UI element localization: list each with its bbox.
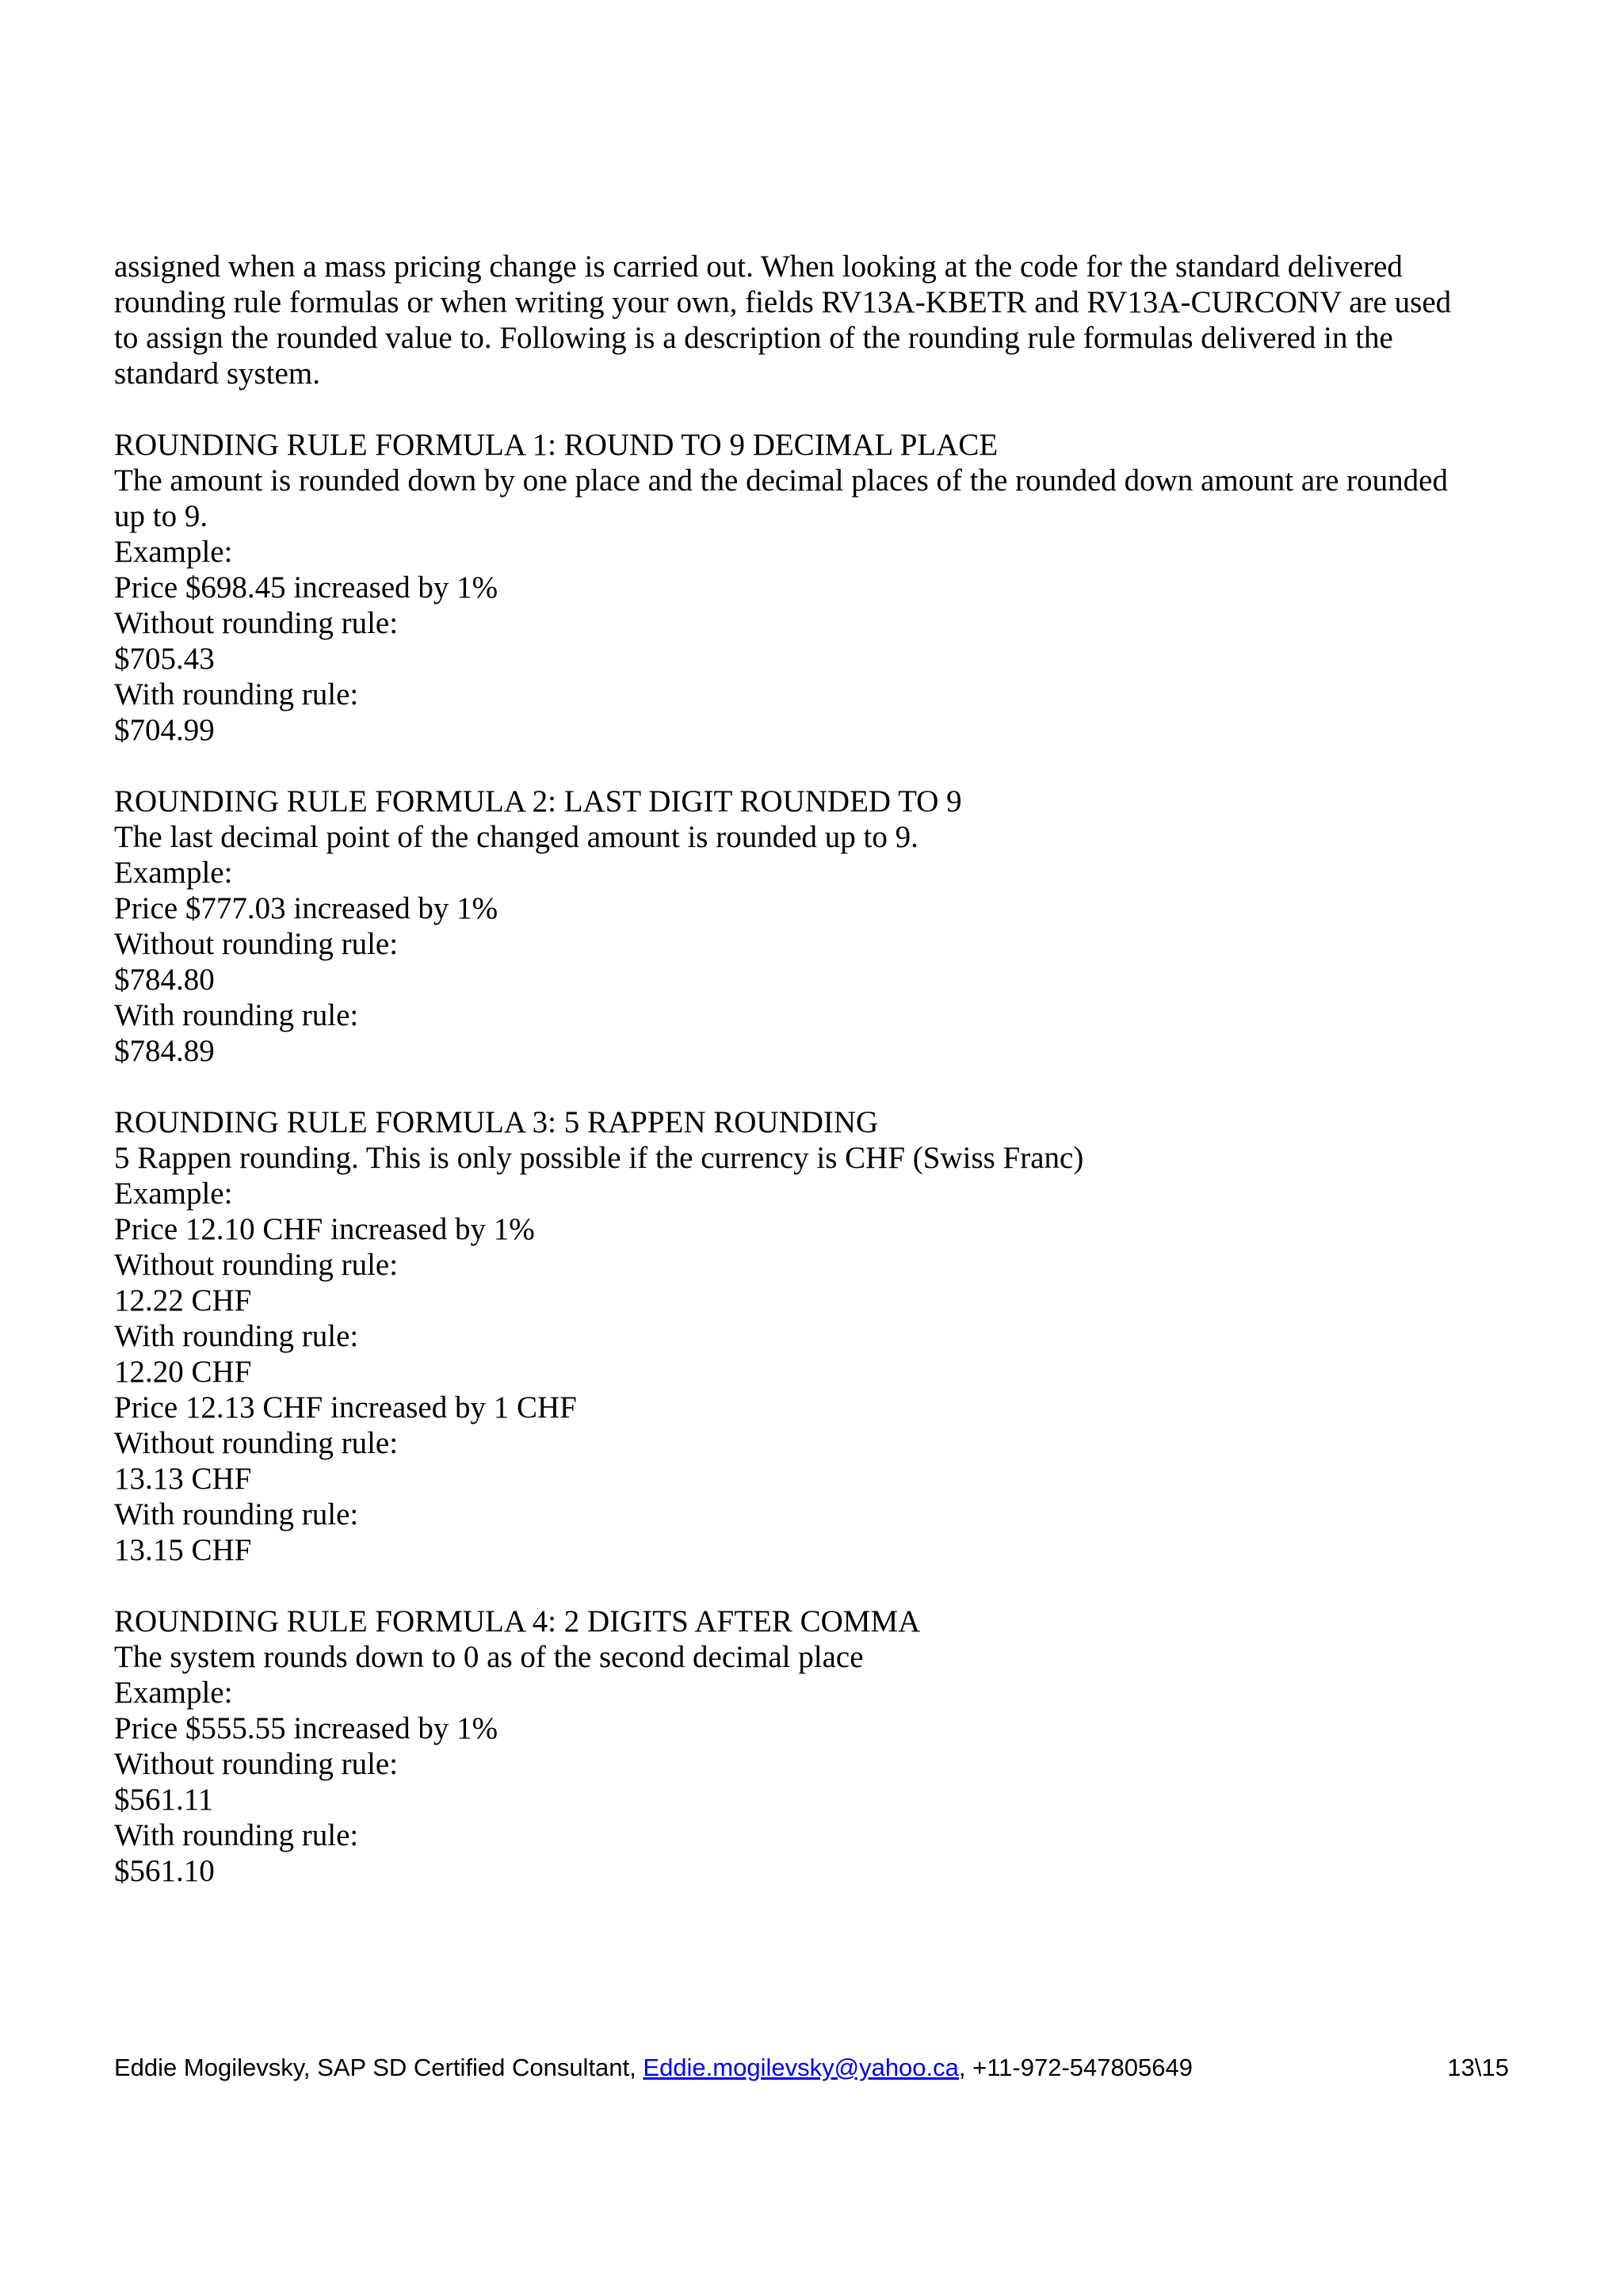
formula-3-section [114, 1104, 1525, 1568]
formula-3-line: Price 12.10 CHF increased by 1% [114, 1212, 535, 1246]
author-email-link[interactable]: Eddie.mogilevsky@yahoo.ca [643, 2054, 959, 2081]
formula-4-line: With rounding rule: [114, 1818, 359, 1852]
formula-1-heading: ROUNDING RULE FORMULA 1: ROUND TO 9 DECIMAL PLACE [114, 428, 999, 462]
formula-4-line: The system rounds down to 0 as of the second decimal place [114, 1640, 864, 1674]
formula-3-line: With rounding rule: [114, 1497, 359, 1531]
formula-2-line: Without rounding rule: [114, 927, 399, 961]
formula-1-line: Without rounding rule: [114, 606, 399, 640]
formula-2-line: Example: [114, 856, 233, 890]
page-footer [114, 2052, 1509, 2084]
formula-2-line: $784.80 [114, 963, 215, 997]
formula-3-line: With rounding rule: [114, 1319, 359, 1353]
formula-1-line: Price $698.45 increased by 1% [114, 570, 498, 605]
formula-3-line: Without rounding rule: [114, 1426, 399, 1460]
formula-3-line: 5 Rappen rounding. This is only possible if the currency is CHF (Swiss Franc) [114, 1141, 1084, 1175]
formula-1-line: The amount is rounded down by one place and the decimal places of the rounded down amount are rounded [114, 463, 1448, 498]
formula-3-line: Without rounding rule: [114, 1248, 399, 1282]
formula-1-line: Example: [114, 535, 233, 569]
formula-4-line: Example: [114, 1676, 233, 1710]
footer-author: Eddie Mogilevsky, SAP SD Certified Consultant, [114, 2054, 643, 2081]
formula-4-line: Price $555.55 increased by 1% [114, 1711, 498, 1745]
formula-2-section [114, 784, 1525, 1069]
intro-line: rounding rule formulas or when writing your own, fields RV13A-KBETR and RV13A-CURCONV are used [114, 285, 1452, 319]
formula-4-line: $561.10 [114, 1854, 215, 1888]
intro-line: to assign the rounded value to. Following is a description of the rounding rule formulas delivered in the [114, 321, 1393, 355]
formula-2-line: With rounding rule: [114, 998, 359, 1032]
formula-4-line: $561.11 [114, 1783, 214, 1817]
formula-1-line: up to 9. [114, 499, 208, 533]
formula-1-line: $704.99 [114, 713, 215, 747]
formula-1-line: With rounding rule: [114, 677, 359, 711]
formula-4-heading: ROUNDING RULE FORMULA 4: 2 DIGITS AFTER COMMA [114, 1604, 921, 1638]
formula-4-line: Without rounding rule: [114, 1747, 399, 1781]
formula-1-line: $705.43 [114, 642, 215, 676]
page-number: 13\15 [1447, 2054, 1509, 2081]
formula-3-line: Example: [114, 1177, 233, 1211]
formula-2-line: The last decimal point of the changed amount is rounded up to 9. [114, 820, 918, 854]
formula-2-line: Price $777.03 increased by 1% [114, 891, 498, 925]
formula-3-line: 13.15 CHF [114, 1533, 252, 1567]
formula-3-heading: ROUNDING RULE FORMULA 3: 5 RAPPEN ROUNDING [114, 1105, 879, 1139]
formula-2-heading: ROUNDING RULE FORMULA 2: LAST DIGIT ROUNDED TO 9 [114, 784, 962, 818]
formula-2-line: $784.89 [114, 1034, 215, 1068]
formula-1-section [114, 427, 1525, 748]
document-body [114, 249, 1525, 1889]
footer-phone: , +11-972-547805649 [958, 2054, 1193, 2081]
intro-paragraph [114, 249, 1525, 391]
intro-line: assigned when a mass pricing change is carried out. When looking at the code for the standard delivered [114, 250, 1403, 284]
intro-line: standard system. [114, 357, 320, 391]
formula-3-line: 12.20 CHF [114, 1355, 252, 1389]
formula-3-line: Price 12.13 CHF increased by 1 CHF [114, 1390, 577, 1425]
formula-4-section [114, 1604, 1525, 1889]
formula-3-line: 13.13 CHF [114, 1462, 252, 1496]
formula-3-line: 12.22 CHF [114, 1283, 252, 1318]
